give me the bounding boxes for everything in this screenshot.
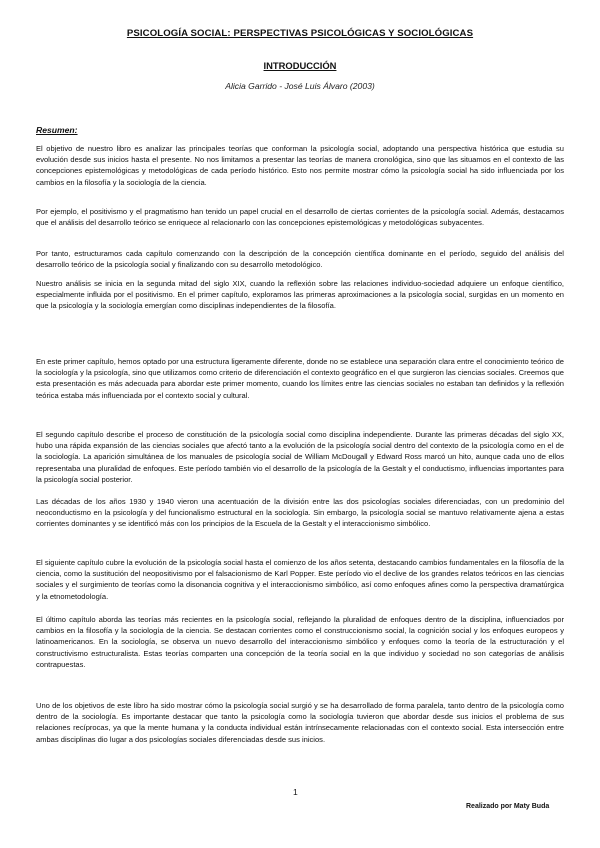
paragraph-4: Nuestro análisis se inicia en la segunda mitad del siglo XIX, cuando la reflexión sobre las relaciones individuo-sociedad adquiere un enfoque científico, especialmente influida por el positivismo. En el primer capítulo, exploramos las primeras aproximaciones a la psicología social, surgidas en un momento en que la psicología y la sociología emergían como disciplinas independientes de la filosofía. — [36, 279, 564, 311]
paragraph-9: El último capítulo aborda las teorías más recientes en la psicología social, reflejando la pluralidad de enfoques dentro de la disciplina, influenciados por cambios en la filosofía y la sociología de la ciencia. Se destacan corrientes como el construccionismo social, la cognición social y los enfoques europeos y latinoamericanos. En la sociología, se observa un nuevo desarrollo del interaccionismo simbólico y enfoques como la teoría de la estructuración y el constructivismo estructuralista. Estas teorías comparten una concepción de la teoría social en la que individuo y sociedad no son categorías de análisis contrapuestas. — [36, 615, 564, 669]
footer-credit: Realizado por Maty Buda — [466, 803, 550, 810]
page-number: 1 — [293, 787, 298, 797]
paragraph-6: El segundo capítulo describe el proceso de constitución de la psicología social como disciplina independiente. Durante las primeras décadas del siglo XX, hubo una rápida expansión de las ciencias sociales que afectó tanto a la evolución de la psicología social dentro del contexto de la psicología como en el de la sociología. La aparición simultánea de los manuales de psicología social de William McDougall y Edward Ross marcó un hito, aunque cada uno de ellos representaba una pluralidad de enfoques. Este período también vio el desarrollo de la psicología de la Gestalt y el conductismo, influencias importantes para la psicología social posterior. — [36, 430, 564, 484]
section-heading-introduccion: INTRODUCCIÓN — [263, 60, 337, 71]
authors-line: Alicia Garrido - José Luis Álvaro (2003) — [225, 81, 375, 91]
paragraph-7: Las décadas de los años 1930 y 1940 vieron una acentuación de la división entre las dos psicologías sociales diferenciadas, con un predominio del neoconductismo en la psicología y del funcionalismo estructural en la sociología. Sin embargo, la psicología social se mantuvo relativamente ajena a estas corrientes dominantes y se identificó más con los principios de la Escuela de la Gestalt y el interaccionismo simbólico. — [36, 497, 564, 529]
paragraph-5: En este primer capítulo, hemos optado por una estructura ligeramente diferente, donde no se establece una separación clara entre el conocimiento teórico de la sociología y la psicología, sino que utilizamos como criterio de diferenciación el contexto geográfico en el que surgieron las ciencias sociales. Creemos que esta presentación es más adecuada para abordar este primer momento, cuando los límites entre las ciencias sociales no estaban tan definidos y la reflexión teórica estaba más influenciada por el contexto social y cultural. — [36, 357, 564, 400]
paragraph-10: Uno de los objetivos de este libro ha sido mostrar cómo la psicología social surgió y se ha desarrollado de forma paralela, tanto dentro de la psicología como dentro de la sociología. Es importante destacar que tanto la psicología como la sociología tuvieron que abordar desde sus inicios el problema de sus relaciones recíprocas, ya que la mente humana y la conducta individual están intrínsecamente relacionadas con el contexto social. Esta intersección entre ambas disciplinas dio lugar a dos psicologías sociales diferenciadas desde sus inicios. — [36, 701, 564, 744]
summary-label: Resumen: — [36, 125, 78, 135]
paragraph-8: El siguiente capítulo cubre la evolución de la psicología social hasta el comienzo de los años setenta, destacando cambios fundamentales en la filosofía de la ciencia, como la sustitución del neopositivismo por el falsacionismo de Karl Popper. Este período vio el declive de los grandes relatos teóricos en las ciencias sociales y el surgimiento de teorías como la disonancia cognitiva y el interaccionismo simbólico, así como enfoques afines como la perspectiva dramatúrgica y la etnometodología. — [36, 558, 564, 601]
document-title: PSICOLOGÍA SOCIAL: PERSPECTIVAS PSICOLÓGICAS Y SOCIOLÓGICAS — [126, 28, 474, 39]
paragraph-1: El objetivo de nuestro libro es analizar las principales teorías que conforman la psicología social, adoptando una perspectiva histórica que estudia su evolución desde sus inicios hasta el presente. No nos limitamos a presentar las teorías de manera cronológica, sino que las situamos en el contexto de las concepciones epistemológicas y metodológicas de cada período histórico. Esto nos permite mostrar cómo la psicología social ha sido influenciada por los cambios en la filosofía y la sociología de la ciencia. — [36, 144, 564, 187]
paragraph-3: Por tanto, estructuramos cada capítulo comenzando con la descripción de la concepción científica dominante en el período, seguido del análisis del desarrollo teórico de la psicología social y finalizando con su desarrollo metodológico. — [36, 249, 564, 270]
paragraph-2: Por ejemplo, el positivismo y el pragmatismo han tenido un papel crucial en el desarrollo de ciertas corrientes de la psicología social. Además, destacamos que el análisis del desarrollo teórico se enriquece al relacionarlo con las concepciones epistemológicas y metodológicas subyacentes. — [36, 207, 564, 228]
